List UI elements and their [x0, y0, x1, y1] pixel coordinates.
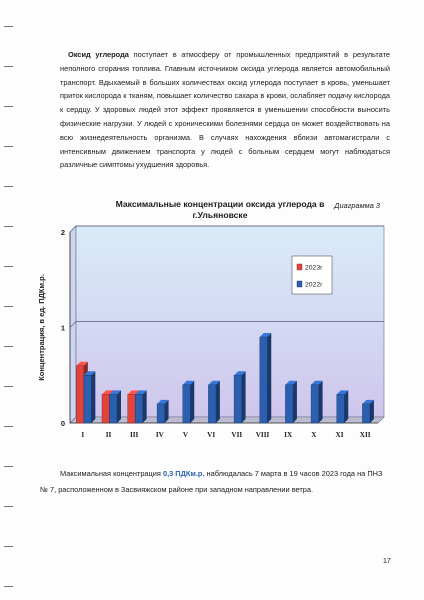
- bar-2023г-I: [76, 366, 84, 423]
- legend-label: 2023г: [305, 264, 323, 272]
- bar-2022г-VI: [208, 385, 216, 423]
- bar-2023г-III: [128, 394, 135, 423]
- bar-side: [117, 390, 121, 423]
- bar-side: [370, 400, 374, 423]
- bar-side: [319, 381, 323, 423]
- y-tick-label: 0: [60, 419, 65, 428]
- bar-2022г-XII: [362, 404, 370, 423]
- bar-2022г-XI: [337, 394, 345, 423]
- bar-2022г-V: [183, 385, 191, 423]
- x-tick-label: VII: [231, 431, 243, 439]
- bar-side: [293, 381, 297, 423]
- bar-side: [216, 381, 220, 423]
- y-tick-label: 1: [60, 323, 65, 333]
- x-tick-label: III: [129, 431, 139, 439]
- x-tick-label: VI: [207, 431, 216, 439]
- bar-2022г-X: [311, 385, 319, 423]
- paragraph-term: Оксид углерода: [68, 50, 129, 59]
- legend-swatch: [297, 264, 302, 270]
- bar-side: [190, 381, 194, 423]
- y-axis-label: Концентрация, в ед. ПДКм.р.: [37, 274, 46, 381]
- y-tick-label: 2: [60, 228, 65, 237]
- x-tick-label: I: [81, 431, 85, 439]
- x-tick-label: X: [311, 431, 317, 439]
- x-tick-label: IX: [284, 431, 293, 439]
- chart-title: Максимальные концентрации оксида углерода в г.Ульяновске: [115, 199, 325, 220]
- bar-side: [242, 371, 246, 423]
- bar-2022г-VII: [234, 375, 242, 423]
- bar-side: [267, 333, 271, 423]
- diagram-label: Диаграмма 3: [334, 201, 380, 210]
- bar-side: [165, 400, 169, 423]
- conclusion-post: наблюдалась 7 марта в 19 часов 2023 года на ПНЗ № 7, расположенном в Засвияжском районе при западном направлении ветра.: [40, 469, 383, 494]
- bar-2022г-IX: [285, 385, 293, 423]
- legend-swatch: [297, 281, 302, 287]
- x-tick-label: VIII: [255, 431, 270, 439]
- x-tick-label: XII: [359, 431, 371, 439]
- bar-2022г-I: [84, 375, 92, 423]
- x-tick-label: II: [105, 431, 112, 439]
- x-tick-label: IV: [155, 431, 164, 439]
- conclusion-pre: Максимальная концентрация: [60, 469, 163, 478]
- x-tick-label: XI: [335, 431, 344, 439]
- bar-2022г-II: [110, 394, 118, 423]
- legend-label: 2022г: [305, 281, 323, 289]
- bar-side: [91, 371, 95, 423]
- page-number: 17: [383, 558, 391, 565]
- bar-2022г-IV: [157, 404, 165, 423]
- conclusion-text: [40, 466, 390, 498]
- bar-side: [344, 390, 348, 423]
- bar-2023г-II: [102, 394, 110, 423]
- bar-2022г-III: [135, 394, 143, 423]
- bar-side: [143, 390, 147, 423]
- paragraph-text: поступает в атмосферу от промышленных предприятий в результате неполного сгорания топлива. Главным источником оксида углерода является автомобильный транспорт. Вдыхаемый в больших количествах оксид углерода поступает в кровь, уменьшает приток кислорода к тканям, повышает количество сахара в крови, ослабляет подачу кислорода к сердцу. У здоровых людей этот эффект проявляется в уменьшении способности выносить физические нагрузки. У людей с хроническими болезнями сердца он может воздействовать на всю жизнедеятельность организма. В случаях нахождения вблизи автомагистрали с интенсивным движением транспорта у людей с больным сердцем могут наблюдаться различные симптомы ухудшения здоровья.: [60, 50, 390, 170]
- bar-2022г-VIII: [260, 337, 268, 423]
- conclusion-value: 0,3 ПДКм.р.: [162, 469, 205, 478]
- x-tick-label: V: [182, 431, 189, 439]
